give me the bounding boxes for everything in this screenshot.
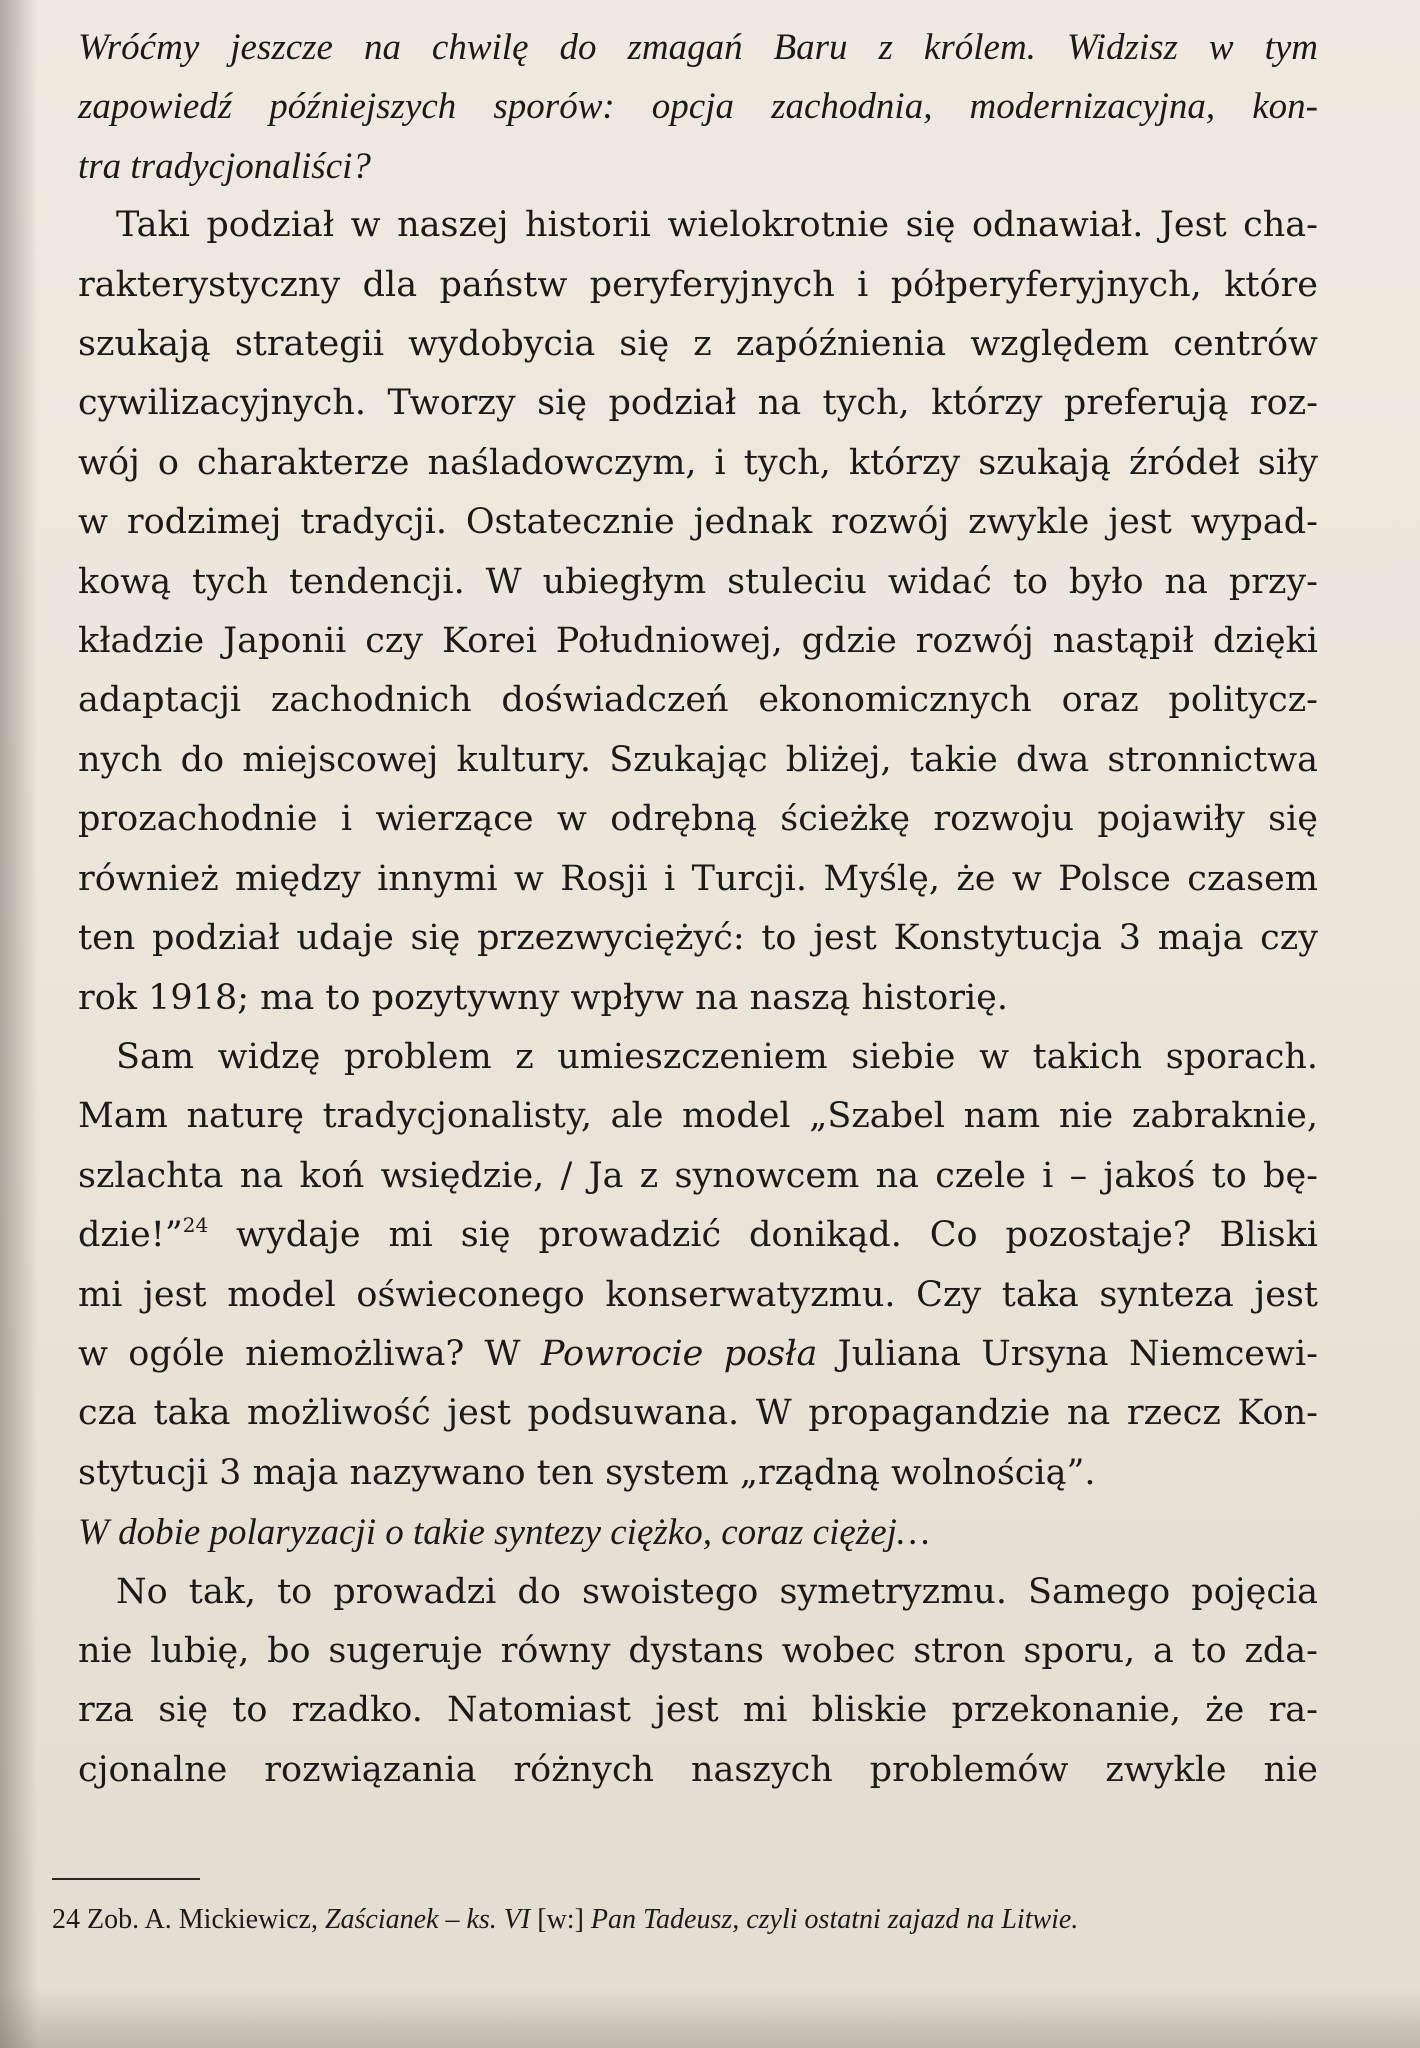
answer-1-line: w rodzimej tradycji. Ostatecznie jednak rozwój zwykle jest wypad- [78,502,1318,543]
footnote-text: Zob. A. Mickiewicz, [87,1904,325,1935]
answer-1-line: wój o charakterze naśladowczym, i tych, którzy szukają źródeł siły [78,442,1318,483]
answer-1-line: rakterystyczny dla państw peryferyjnych i półperyferyjnych, które [78,264,1318,305]
answer-3-line: rza się to rzadko. Natomiast jest mi bliskie przekonanie, że ra- [78,1690,1318,1731]
answer-1-line: szukają strategii wydobycia się z zapóźnienia względem centrów [78,324,1318,365]
footnote-text: [w:] [530,1904,591,1935]
question-1-line: tra tradycjonaliści? [78,145,371,187]
answer-1-line: nych do miejscowej kultury. Szukając bliżej, takie dwa stronnictwa [78,739,1318,780]
question-1 [78,18,1318,196]
answer-1-line: kładzie Japonii czy Korei Południowej, gdzie rozwój nastąpił dzięki [78,621,1318,662]
answer-1-line: adaptacji zachodnich doświadczeń ekonomicznych oraz politycz- [78,680,1318,721]
answer-2-line: Sam widzę problem z umieszczeniem siebie w takich sporach. [116,1036,1318,1077]
question-1-line: Wróćmy jeszcze na chwilę do zmagań Baru z królem. Widzisz w tym [78,27,1318,68]
answer-1-line: również między innymi w Rosji i Turcji. Myślę, że w Polsce czasem [78,858,1318,899]
footnote-number: 24 [52,1904,80,1935]
answer-2-line [78,1206,1318,1265]
question-1-line: zapowiedź późniejszych sporów: opcja zachodnia, modernizacyjna, kon- [78,86,1318,128]
answer-2-text: wydaje mi się prowadzić donikąd. Co pozostaje? Bliski [208,1215,1318,1256]
answer-1-line: rok 1918; ma to pozytywny wpływ na naszą historię. [78,977,1008,1018]
answer-2-text: dzie!” [78,1215,183,1256]
footnote-divider [52,1878,200,1880]
answer-1 [78,196,1318,1028]
question-2 [78,1503,1318,1562]
page-body [78,18,1318,1800]
answer-2-text: Juliana Ursyna Niemcewi- [817,1333,1318,1374]
answer-3-line: nie lubię, bo sugeruje równy dystans wobec stron sporu, a to zda- [78,1630,1318,1671]
answer-2-text: w ogóle niemożliwa? W [78,1333,541,1374]
answer-1-line: kową tych tendencji. W ubiegłym stuleciu widać to było na przy- [78,561,1318,602]
answer-1-line: ten podział udaje się przezwyciężyć: to jest Konstytucja 3 maja czy [78,918,1318,959]
book-title-italic: Powrocie posła [540,1333,818,1374]
answer-3 [78,1563,1318,1801]
footnote [52,1900,1292,1940]
footnote-title-2: Pan Tadeusz, czyli ostatni zajazd na Litwie. [590,1904,1079,1935]
footnote-title-1: Zaścianek – ks. VI [324,1904,531,1935]
answer-2-line: szlachta na koń wsiędzie, / Ja z synowcem na czele i – jakoś to bę- [78,1155,1318,1196]
answer-1-line: cywilizacyjnych. Tworzy się podział na tych, którzy preferują roz- [78,383,1318,424]
answer-2-line [78,1325,1318,1384]
footnote-reference[interactable]: 24 [182,1213,209,1238]
answer-2-line: Mam naturę tradycjonalisty, ale model „Szabel nam nie zabraknie, [78,1096,1318,1137]
answer-1-line: prozachodnie i wierzące w odrębną ścieżkę rozwoju pojawiły się [78,799,1318,840]
answer-1-line: Taki podział w naszej historii wielokrotnie się odnawiał. Jest cha- [116,205,1318,246]
answer-3-line: cjonalne rozwiązania różnych naszych problemów zwykle nie [78,1749,1318,1790]
answer-2 [78,1028,1318,1503]
answer-2-line: stytucji 3 maja nazywano ten system „rządną wolnością”. [78,1452,1096,1493]
question-2-line: W dobie polaryzacji o takie syntezy ciężko, coraz ciężej… [78,1512,930,1554]
answer-2-line: cza taka możliwość jest podsuwana. W propagandzie na rzecz Kon- [78,1393,1318,1434]
answer-3-line: No tak, to prowadzi do swoistego symetryzmu. Samego pojęcia [116,1571,1318,1612]
page-gutter-shadow [0,0,38,2048]
page-bottom-shadow [0,1988,1420,2048]
answer-2-line: mi jest model oświeconego konserwatyzmu. Czy taka synteza jest [78,1274,1318,1315]
